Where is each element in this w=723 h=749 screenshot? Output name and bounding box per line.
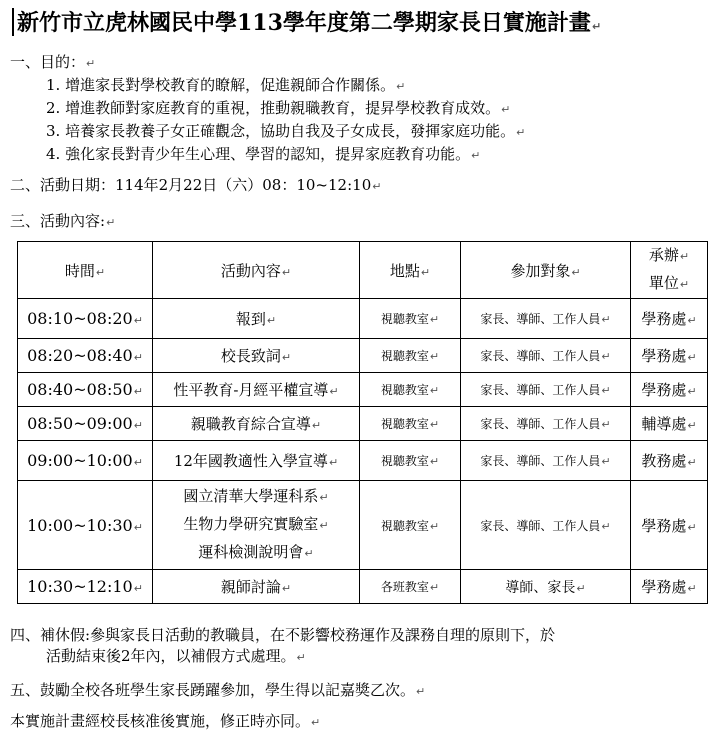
- header-time: 時間↵: [18, 242, 153, 299]
- cell-time: 10:00~10:30↵: [18, 481, 153, 570]
- leave-policy-line1: 四、補休假:參與家長日活動的教職員，在不影響校務運作及課務自理的原則下，於: [10, 626, 556, 644]
- closing-line: 本實施計畫經校長核准後實施，修正時亦同。↵: [10, 712, 321, 730]
- cell-place: 視聽教室↵: [360, 441, 461, 481]
- cell-unit: 教務處↵: [631, 441, 708, 481]
- cell-time: 09:00~10:00↵: [18, 441, 153, 481]
- cell-place: 視聽教室↵: [360, 339, 461, 373]
- activity-date: 二、活動日期：114年2月22日（六）08：10~12:10↵: [10, 176, 382, 194]
- purpose-heading: 一、目的：↵: [10, 53, 96, 71]
- cell-time: 10:30~12:10↵: [18, 570, 153, 604]
- encourage-line: 五、鼓勵全校各班學生家長踴躍參加，學生得以記嘉獎乙次。↵: [10, 681, 426, 699]
- content-heading: 三、活動內容:↵: [10, 212, 116, 230]
- schedule-table: [17, 241, 708, 604]
- table-row: [18, 407, 708, 441]
- cell-unit: 學務處↵: [631, 481, 708, 570]
- cell-time: 08:20~08:40↵: [18, 339, 153, 373]
- cell-participants: 家長、導師、工作人員↵: [461, 441, 631, 481]
- cell-place: 視聽教室↵: [360, 481, 461, 570]
- purpose-item: 4. 強化家長對青少年生心理、學習的認知，提昇家庭教育功能。↵: [46, 145, 481, 163]
- table-header-row: [18, 242, 708, 299]
- header-participants: 參加對象↵: [461, 242, 631, 299]
- header-activity: 活動內容↵: [153, 242, 360, 299]
- cell-unit: 學務處↵: [631, 299, 708, 339]
- cell-activity: 親職教育綜合宣導↵: [153, 407, 360, 441]
- cell-unit: 學務處↵: [631, 570, 708, 604]
- cell-participants: 家長、導師、工作人員↵: [461, 339, 631, 373]
- cell-place: 各班教室↵: [360, 570, 461, 604]
- table-row: [18, 299, 708, 339]
- cell-participants: 家長、導師、工作人員↵: [461, 481, 631, 570]
- table-row: [18, 441, 708, 481]
- cell-participants: 家長、導師、工作人員↵: [461, 373, 631, 407]
- cell-time: 08:10~08:20↵: [18, 299, 153, 339]
- purpose-item: 2. 增進教師對家庭教育的重視，推動親職教育，提昇學校教育成效。↵: [46, 99, 511, 117]
- cell-activity: 12年國教適性入學宣導↵: [153, 441, 360, 481]
- leave-policy-line2: 活動結束後2年內，以補假方式處理。↵: [46, 647, 306, 665]
- cell-unit: 學務處↵: [631, 373, 708, 407]
- purpose-item: 3. 培養家長教養子女正確觀念，協助自我及子女成長，發揮家庭功能。↵: [46, 122, 526, 140]
- cell-participants: 家長、導師、工作人員↵: [461, 407, 631, 441]
- cell-time: 08:50~09:00↵: [18, 407, 153, 441]
- cell-unit: 輔導處↵: [631, 407, 708, 441]
- header-unit: 承辦↵ 單位↵: [631, 242, 708, 299]
- cell-activity: 親師討論↵: [153, 570, 360, 604]
- header-place: 地點↵: [360, 242, 461, 299]
- cell-participants: 導師、家長↵: [461, 570, 631, 604]
- cell-activity: 校長致詞↵: [153, 339, 360, 373]
- cell-activity: 報到↵: [153, 299, 360, 339]
- table-row: [18, 481, 708, 570]
- table-row: [18, 373, 708, 407]
- cell-activity: 國立清華大學運科系↵ 生物力學研究實驗室↵ 運科檢測說明會↵: [153, 481, 360, 570]
- cell-time: 08:40~08:50↵: [18, 373, 153, 407]
- purpose-item: 1. 增進家長對學校教育的瞭解，促進親師合作關係。↵: [46, 76, 406, 94]
- text-cursor: [12, 8, 14, 36]
- table-row: [18, 339, 708, 373]
- cell-unit: 學務處↵: [631, 339, 708, 373]
- cell-place: 視聽教室↵: [360, 299, 461, 339]
- cell-activity: 性平教育-月經平權宣導↵: [153, 373, 360, 407]
- cell-participants: 家長、導師、工作人員↵: [461, 299, 631, 339]
- document-title: 新竹市立虎林國民中學113學年度第二學期家長日實施計畫↵: [17, 10, 602, 36]
- cell-place: 視聽教室↵: [360, 373, 461, 407]
- table-row: [18, 570, 708, 604]
- cell-place: 視聽教室↵: [360, 407, 461, 441]
